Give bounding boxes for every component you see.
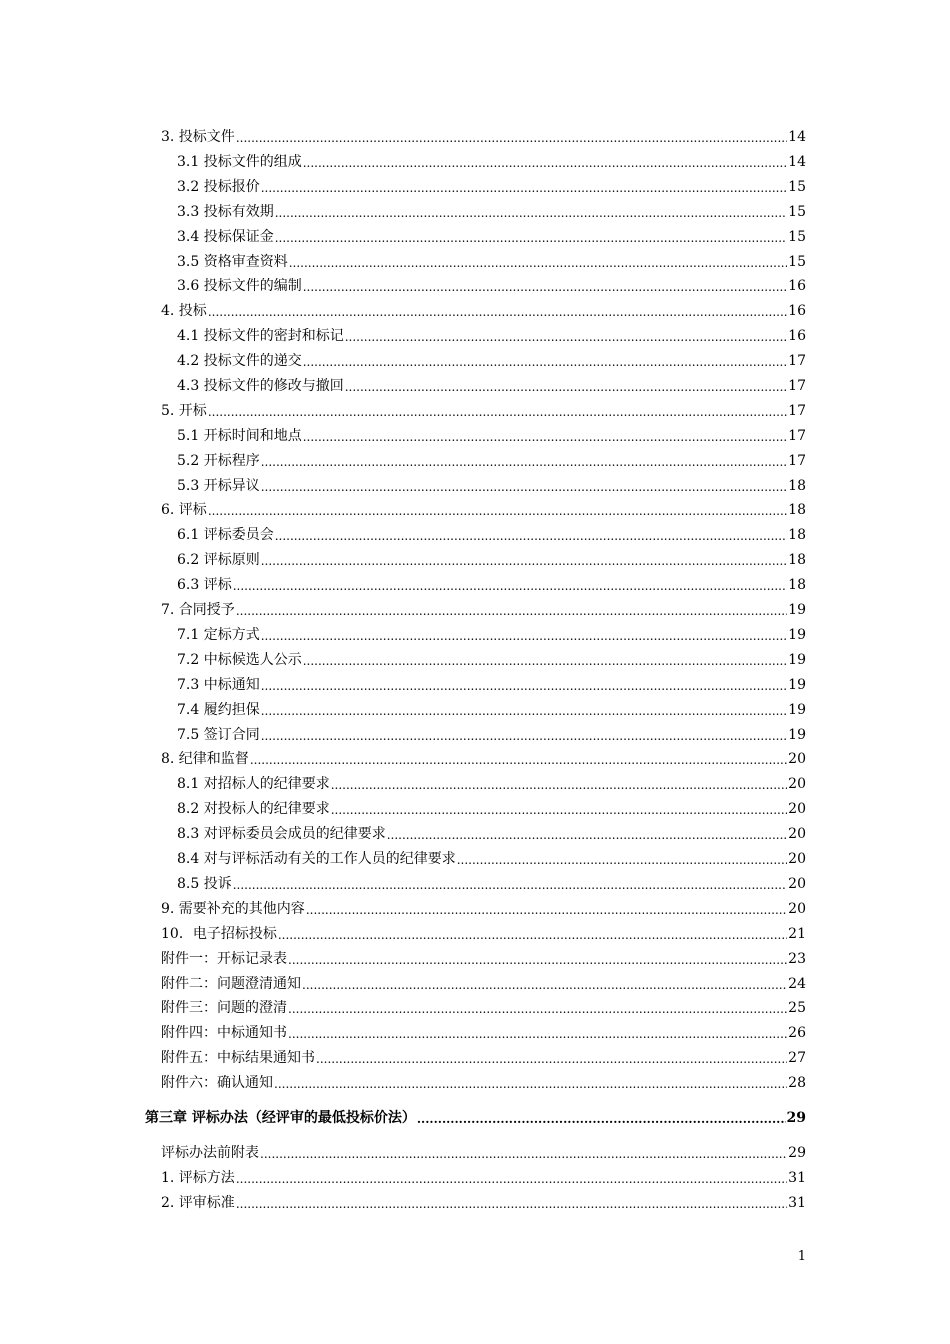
toc-entry-page: 18 [788,478,806,494]
toc-entry-title: 3.2 投标报价 [177,179,260,195]
toc-entry[interactable] [161,1144,806,1162]
toc-entry-page: 28 [788,1075,806,1091]
toc-entry[interactable] [177,352,806,370]
toc-entry-page: 19 [788,677,806,693]
toc-leader-dots [288,1002,787,1017]
toc-entry[interactable] [177,526,806,544]
toc-entry-page: 20 [788,751,806,767]
toc-entry-title: 7.5 签订合同 [177,727,260,743]
toc-entry-title: 3.3 投标有效期 [177,204,274,220]
toc-entry-title: 5.1 开标时间和地点 [177,428,302,444]
toc-entry[interactable] [161,601,806,619]
toc-entry-page: 16 [788,328,806,344]
toc-entry-page: 21 [788,926,806,942]
toc-entry-title: 7.3 中标通知 [177,677,260,693]
toc-entry-title: 2. 评审标准 [161,1195,235,1211]
toc-leader-dots [288,1027,787,1042]
toc-leader-dots [288,953,787,968]
toc-entry-page: 20 [788,826,806,842]
toc-entry-title: 3.4 投标保证金 [177,229,274,245]
toc-entry-page: 19 [788,652,806,668]
toc-entry[interactable] [177,800,806,818]
toc-leader-dots [303,654,787,669]
toc-leader-dots [208,504,787,519]
toc-entry-page: 17 [788,453,806,469]
toc-entry-title: 5.2 开标程序 [177,453,260,469]
toc-entry[interactable] [177,178,806,196]
toc-leader-dots [275,529,787,544]
toc-entry[interactable] [161,750,806,768]
toc-entry-page: 15 [788,204,806,220]
toc-entry[interactable] [161,128,806,146]
toc-leader-dots [233,579,787,594]
toc-entry-title: 8.3 对评标委员会成员的纪律要求 [177,826,386,842]
toc-leader-dots [289,256,787,271]
toc-leader-dots [236,1172,787,1187]
toc-entry-title: 5.3 开标异议 [177,478,260,494]
toc-entry[interactable] [177,228,806,246]
toc-leader-dots [345,330,787,345]
toc-leader-dots [261,704,787,719]
toc-entry-title: 8.4 对与评标活动有关的工作人员的纪律要求 [177,851,456,867]
toc-entry[interactable] [177,477,806,495]
toc-entry-page: 15 [788,229,806,245]
toc-entry-page: 31 [788,1195,806,1211]
toc-entry-title: 附件五：中标结果通知书 [161,1050,315,1066]
toc-entry-page: 20 [788,776,806,792]
toc-leader-dots [278,928,787,943]
toc-entry-page: 23 [788,951,806,967]
toc-entry-title: 8.2 对投标人的纪律要求 [177,801,330,817]
toc-entry[interactable] [177,701,806,719]
toc-leader-dots [233,878,787,893]
toc-leader-dots [208,305,787,320]
toc-leader-dots [236,1197,787,1212]
toc-entry-page: 18 [788,527,806,543]
toc-entry[interactable] [177,377,806,395]
toc-entry-page: 19 [788,727,806,743]
toc-entry-page: 18 [788,552,806,568]
toc-entry-page: 16 [788,278,806,294]
toc-entry-page: 18 [788,502,806,518]
toc-leader-dots [303,430,787,445]
toc-entry-page: 20 [788,801,806,817]
toc-entry[interactable] [177,775,806,793]
toc-entry[interactable] [177,253,806,271]
toc-entry[interactable] [161,1169,806,1187]
toc-entry-title: 7.1 定标方式 [177,627,260,643]
toc-entry-title: 8.1 对招标人的纪律要求 [177,776,330,792]
toc-entry[interactable] [177,327,806,345]
toc-leader-dots [261,729,787,744]
toc-leader-dots [417,1112,786,1127]
toc-entry-page: 27 [788,1050,806,1066]
toc-leader-dots [274,1077,787,1092]
toc-entry-page: 15 [788,179,806,195]
toc-entry[interactable] [177,277,806,295]
toc-leader-dots [331,803,787,818]
toc-leader-dots [275,206,787,221]
toc-entry[interactable] [161,999,806,1017]
toc-leader-dots [261,181,787,196]
toc-entry-title: 评标办法前附表 [161,1145,259,1161]
toc-entry-page: 20 [788,876,806,892]
toc-entry-title: 9. 需要补充的其他内容 [161,901,305,917]
toc-entry-title: 3.6 投标文件的编制 [177,278,302,294]
toc-entry-page: 24 [788,976,806,992]
toc-leader-dots [387,828,787,843]
toc-entry[interactable] [177,726,806,744]
toc-entry-title: 7.4 履约担保 [177,702,260,718]
toc-leader-dots [260,1147,787,1162]
toc-entry-title: 6.3 评标 [177,577,232,593]
toc-entry-page: 15 [788,254,806,270]
toc-entry[interactable] [161,402,806,420]
toc-leader-dots [261,455,787,470]
toc-entry[interactable] [161,1024,806,1042]
toc-entry-title: 附件二：问题澄清通知 [161,976,301,992]
toc-entry-title: 6.2 评标原则 [177,552,260,568]
toc-leader-dots [303,156,787,171]
toc-entry-page: 14 [788,129,806,145]
toc-entry-page: 17 [788,353,806,369]
toc-entry[interactable] [177,203,806,221]
toc-entry[interactable] [177,626,806,644]
toc-leader-dots [208,405,787,420]
toc-leader-dots [236,131,787,146]
toc-entry-page: 19 [788,602,806,618]
toc-leader-dots [275,231,787,246]
toc-entry-page: 25 [788,1000,806,1016]
toc-entry-title: 4.3 投标文件的修改与撤回 [177,378,344,394]
toc-leader-dots [250,753,787,768]
toc-leader-dots [261,480,787,495]
toc-entry-title: 7. 合同授予 [161,602,235,618]
toc-entry[interactable] [161,1074,806,1092]
toc-entry[interactable] [161,1194,806,1212]
toc-entry[interactable] [177,676,806,694]
toc-entry-title: 8.5 投诉 [177,876,232,892]
toc-entry-page: 17 [788,403,806,419]
toc-entry-page: 17 [788,378,806,394]
toc-entry[interactable] [177,651,806,669]
toc-entry-title: 5. 开标 [161,403,207,419]
toc-entry-page: 20 [788,851,806,867]
toc-entry-page: 26 [788,1025,806,1041]
toc-entry-page: 16 [788,303,806,319]
toc-entry[interactable] [161,302,806,320]
toc-entry[interactable] [177,452,806,470]
toc-entry-title: 10．电子招标投标 [161,926,277,942]
toc-leader-dots [261,679,787,694]
toc-leader-dots [345,380,787,395]
toc-entry-page: 29 [786,1110,806,1126]
toc-entry[interactable] [177,153,806,171]
toc-entry-title: 7.2 中标候选人公示 [177,652,302,668]
toc-entry-title: 附件六：确认通知 [161,1075,273,1091]
toc-entry[interactable] [145,1109,806,1127]
toc-leader-dots [261,554,787,569]
toc-entry-title: 附件四：中标通知书 [161,1025,287,1041]
toc-entry[interactable] [161,1049,806,1067]
toc-entry-page: 31 [788,1170,806,1186]
toc-entry-page: 29 [788,1145,806,1161]
toc-leader-dots [303,280,787,295]
toc-entry[interactable] [161,900,806,918]
page-number: 1 [797,1249,806,1264]
toc-entry-page: 14 [788,154,806,170]
toc-entry-page: 19 [788,627,806,643]
toc-entry[interactable] [161,501,806,519]
toc-entry-title: 6.1 评标委员会 [177,527,274,543]
toc-leader-dots [457,853,787,868]
toc-entry[interactable] [177,551,806,569]
toc-entry[interactable] [177,576,806,594]
toc-entry[interactable] [161,925,806,943]
toc-entry-title: 3.5 资格审查资料 [177,254,288,270]
toc-entry[interactable] [177,427,806,445]
toc-entry-page: 19 [788,702,806,718]
toc-entry-title: 6. 评标 [161,502,207,518]
toc-entry-title: 附件三：问题的澄清 [161,1000,287,1016]
toc-entry-title: 1. 评标方法 [161,1170,235,1186]
toc-entry-title: 3. 投标文件 [161,129,235,145]
toc-entry[interactable] [177,850,806,868]
toc-entry-title: 8. 纪律和监督 [161,751,249,767]
toc-entry[interactable] [177,875,806,893]
toc-leader-dots [303,355,787,370]
toc-entry-title: 第三章 评标办法（经评审的最低投标价法） [145,1110,416,1126]
toc-entry-title: 4.2 投标文件的递交 [177,353,302,369]
toc-entry[interactable] [177,825,806,843]
toc-leader-dots [261,629,787,644]
toc-entry-page: 18 [788,577,806,593]
toc-entry-title: 4. 投标 [161,303,207,319]
toc-leader-dots [316,1052,787,1067]
toc-entry[interactable] [161,975,806,993]
toc-leader-dots [331,778,787,793]
toc-entry-page: 20 [788,901,806,917]
toc-leader-dots [236,604,787,619]
toc-leader-dots [306,903,787,918]
toc-entry-title: 3.1 投标文件的组成 [177,154,302,170]
toc-entry-title: 附件一：开标记录表 [161,951,287,967]
toc-entry-title: 4.1 投标文件的密封和标记 [177,328,344,344]
toc-leader-dots [302,978,787,993]
toc-entry[interactable] [161,950,806,968]
toc-entry-page: 17 [788,428,806,444]
